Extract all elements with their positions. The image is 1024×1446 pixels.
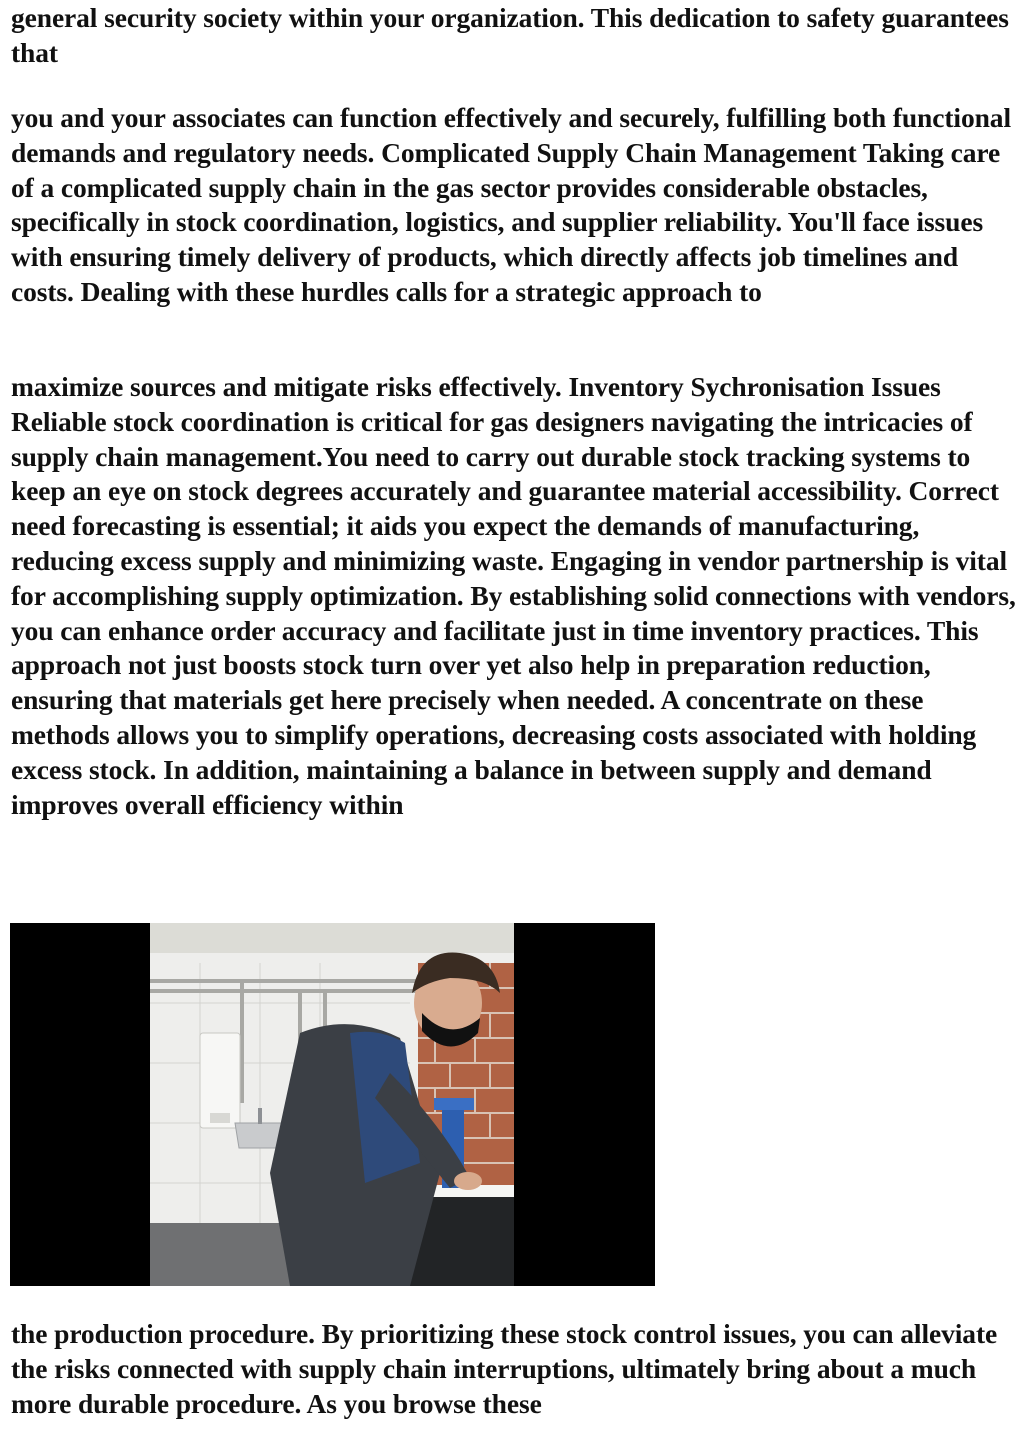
video-still-image: [150, 923, 514, 1286]
paragraph: general security society within your organization. This dedication to safety guarantees that: [11, 2, 1009, 68]
embedded-video[interactable]: [10, 923, 655, 1286]
paragraph: the production procedure. By prioritizing these stock control issues, you can alleviate the risks connected with supply chain interruptions, ultimately bring about a much more durable procedure. As you browse these: [11, 1318, 998, 1419]
workshop-photo-illustration: [150, 923, 514, 1286]
paragraph: you and your associates can function effectively and securely, fulfilling both functional demands and regulatory needs. Complicated Supply Chain Management Taking care of a complicated supply chain in the gas sector provides considerable obstacles, specifically in stock coordination, logistics, and supplier reliability. You'll face issues with ensuring timely delivery of products, which directly affects job timelines and costs. Dealing with these hurdles calls for a strategic approach to: [11, 102, 1011, 307]
paragraph: maximize sources and mitigate risks effectively. Inventory Sychronisation Issues Reliable stock coordination is critical for gas designers navigating the intricacies of supply chain management.You need to carry out durable stock tracking systems to keep an eye on stock degrees accurately and guarantee material accessibility. Correct need forecasting is essential; it aids you expect the demands of manufacturing, reducing excess supply and minimizing waste. Engaging in vendor partnership is vital for accomplishing supply optimization. By establishing solid connections with vendors, you can enhance order accuracy and facilitate just in time inventory practices. This approach not just boosts stock turn over yet also help in preparation reduction, ensuring that materials get here precisely when needed. A concentrate on these methods allows you to simplify operations, decreasing costs associated with holding excess stock. In addition, maintaining a balance in between supply and demand improves overall efficiency within: [11, 371, 1016, 820]
